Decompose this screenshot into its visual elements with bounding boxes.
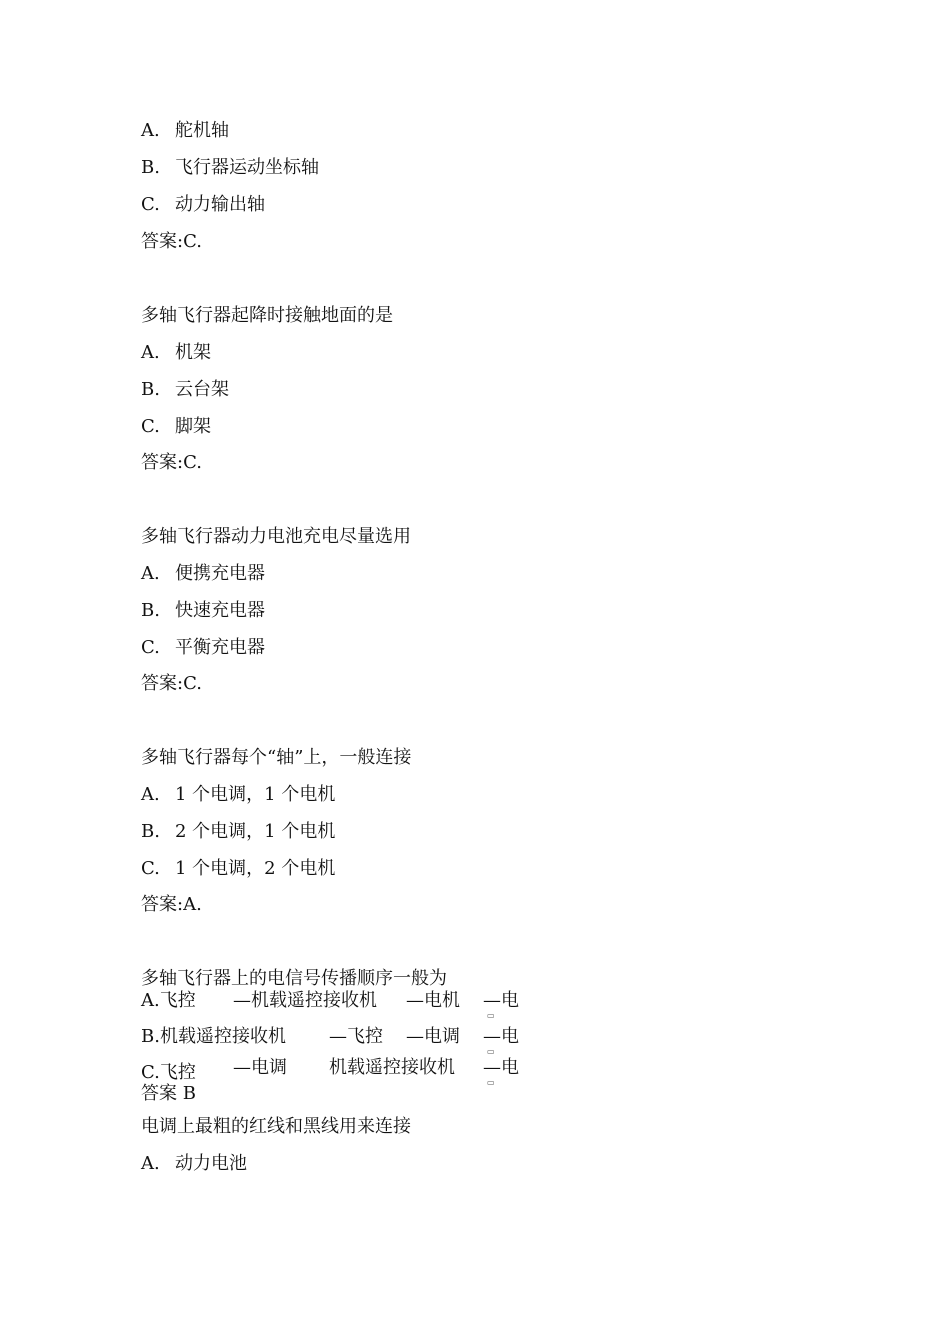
q1-option-c [141,194,265,216]
option-letter: C. [141,194,160,215]
q4-answer: 答案:A. [141,894,202,915]
q1-option-a [141,120,229,142]
option-text: 飞行器运动坐标轴 [175,157,319,178]
clipped-text-fragment: ▭ [487,1013,495,1019]
option-text: 便携充电器 [175,563,265,584]
q2-option-c [141,416,211,438]
q5-row-c-col4: —电 [483,1057,519,1078]
q5-row-b-col4: —电 [483,1026,519,1047]
option-letter: B. [141,157,160,178]
q4-option-b [141,821,335,843]
option-letter: C. [141,416,160,437]
option-text: 1 个电调，1 个电机 [175,784,336,805]
q5-row-a-col4: —电 [483,990,519,1011]
option-letter: A. [141,784,160,805]
q4-question: 多轴飞行器每个“轴”上，一般连接 [141,747,412,768]
q4-option-a [141,784,335,806]
option-letter: A. [141,1153,160,1174]
option-letter: B. [141,600,160,621]
option-letter: A. [141,563,160,584]
clipped-text-fragment: ▭ [487,1049,495,1055]
q3-question: 多轴飞行器动力电池充电尽量选用 [141,526,411,547]
q2-answer: 答案:C. [141,452,202,473]
q3-answer: 答案:C. [141,673,202,694]
option-letter: A. [141,120,160,141]
option-letter: A. [141,342,160,363]
q5-row-a-col3: —电机 [406,990,460,1011]
clipped-text-fragment: ▭ [487,1080,495,1086]
q2-question: 多轴飞行器起降时接触地面的是 [141,305,393,326]
option-letter: C. [141,637,160,658]
q3-option-a [141,563,265,585]
option-text: 平衡充电器 [175,637,265,658]
option-text: 脚架 [175,416,211,437]
option-text: 舵机轴 [175,120,229,141]
q5-row-c-col2: —电调 [233,1057,287,1078]
q5-row-a-col1: A.飞控 [141,990,196,1011]
option-letter: C. [141,858,160,879]
q5-answer: 答案 B [141,1083,196,1104]
q3-option-c [141,637,265,659]
q5-row-c-col1: C.飞控 [141,1062,196,1083]
q6-option-a [141,1153,247,1175]
option-text: 动力输出轴 [175,194,265,215]
option-text: 云台架 [175,379,229,400]
option-text: 机架 [175,342,211,363]
q5-row-c-col3: 机载遥控接收机 [329,1057,455,1078]
q6-question: 电调上最粗的红线和黑线用来连接 [141,1116,411,1137]
option-text: 2 个电调，1 个电机 [175,821,336,842]
q4-option-c [141,858,335,880]
option-text: 1 个电调，2 个电机 [175,858,336,879]
option-letter: B. [141,821,160,842]
option-text: 快速充电器 [175,600,265,621]
q5-row-b-col3: —电调 [406,1026,460,1047]
q5-row-a-col2: —机载遥控接收机 [233,990,377,1011]
option-letter: B. [141,379,160,400]
q2-option-a [141,342,211,364]
q5-question: 多轴飞行器上的电信号传播顺序一般为 [141,968,447,989]
q2-option-b [141,379,229,401]
q1-answer: 答案:C. [141,231,202,252]
q3-option-b [141,600,265,622]
q5-row-b-col1: B.机载遥控接收机 [141,1026,286,1047]
q5-row-b-col2: —飞控 [329,1026,383,1047]
q1-option-b [141,157,319,179]
option-text: 动力电池 [175,1153,247,1174]
